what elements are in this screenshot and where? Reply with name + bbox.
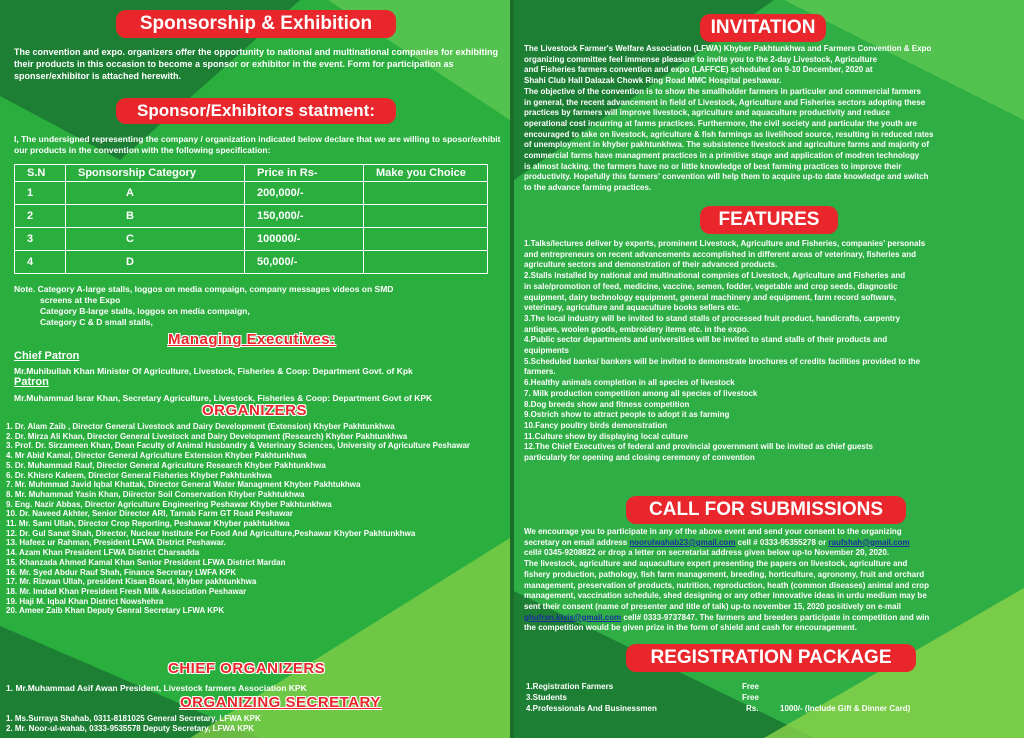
right-panel [514,0,1024,738]
list-item: 4.Public sector departments and universities will be invited to stand stalls of their products and [524,335,888,345]
text-line: organizing committee feel immense pleasure to invite you to the 2-day Livestock, Agriculture [524,54,878,64]
table-row [15,182,488,205]
table-cell: A [66,182,245,205]
registration-label: 3.Students [526,693,567,702]
registration-row [526,682,1016,693]
list-item: 7. Milk production competition among all species of livestock [524,388,758,398]
statement-banner: Sponsor/Exhibitors statment: [116,98,396,124]
text-fragment: secretary on email address [524,537,630,547]
text-line [524,613,1020,624]
note-line: screens at the Expo [40,295,121,305]
list-item: 3.The local industry will be invited to stand stalls of processed fruit product, handicrafts, carpentry [524,313,901,323]
list-item: 18. Mr. Imdad Khan President Fresh Milk Association Peshawar [6,586,247,596]
list-item: 13. Hafeez ur Rahman, President LFWA District Peshawar. [6,538,226,548]
list-item: 11. Mr. Sami Ullah, Director Crop Reporting, Peshawar Khyber pakhtukhwa [6,519,290,529]
table-cell: 2 [15,205,66,228]
email-link[interactable]: ghufran.kivis@gmail.com [524,612,622,622]
list-item: 5.Scheduled banks/ bankers will be invited to demonstrate brochures of credits facilities provided to the [524,356,921,366]
invitation-text [524,44,1020,194]
registration-row [526,704,1016,715]
text-fragment: cell# 0333-9737847. The farmers and breeders participate in competition and win [621,612,930,622]
table-cell: C [66,228,245,251]
list-item: 8.Dog breeds show and fitness competition [524,399,690,409]
call-for-submissions-banner: CALL FOR SUBMISSIONS [626,496,906,524]
chief-patron: Mr.Muhibullah Khan Minister Of Agriculture, Livestock, Fisheries & Coop: Department Govt. of Kpk [14,366,413,376]
text-line: fishery production, pathology, fish farm management, breeding, horticulture, agronomy, fruit and orchard [524,569,925,579]
sponsorship-banner: Sponsorship & Exhibition [116,10,396,38]
text-line [524,538,1020,549]
list-item: 12. Dr. Gul Sanat Shah, Director, Nuclear Institute For Food And Agriculture,Peshawar Khyber Pakhtunkhwa [6,528,416,538]
text-line: cell# 0345-9208822 or drop a letter on secretariat address given below up-to November 20, 2020. [524,548,890,558]
text-line: management, preservation of products, nutrition, reproduction, heath (common diseases) animal and crop [524,580,929,590]
text-line: in general, the recent advancement in field of Livestock, Agriculture and Fisheries sectors adopting these [524,97,926,107]
table-header: Make you Choice [364,165,488,182]
chief-patron-label: Chief Patron [14,350,80,362]
text-line: management, vaccination schedule, shed designing or any other innovative ideas in urdu medium may be [524,591,927,601]
list-item: 17. Mr. Rizwan Ullah, president Kisan Board, khyber pakhtunkhwa [6,577,257,587]
list-item: 5. Dr. Muhammad Rauf, Director General Agriculture Research Khyber Pakhtunkhwa [6,460,326,470]
list-item: antiques, woolen goods, embroidery items etc. in the expo. [524,324,749,334]
list-item: in sale/promotion of feed, medicine, vaccine, semen, fodder, vegetable and crop seeds, diagnostic [524,281,898,291]
text-line: The livestock, agriculture and aquaculture expert presenting the papers on livestock, agriculture and [524,559,908,569]
text-line: is almost lacking. the farmers have no or little knowledge of best farming practices to improve their [524,161,902,171]
text-line: of unemployment in khyber pakhtunkhwa. The subsistence livestock and agriculture farms and majority of [524,140,929,150]
organizers-list [6,422,506,616]
patron: Mr.Muhammad Israr Khan, Secretary Agriculture, Livestock, Fisheries & Coop: Department Govt of KPK [14,393,433,403]
organizing-secretary-heading: ORGANIZING SECRETARY [180,694,381,711]
list-item: 19. Haji M. Iqbal Khan District Nowshehra [6,596,164,606]
text-line: operational cost incurring at farms practices. Furthermore, the civil society and particular the youth are [524,118,917,128]
text-line: sent their consent (name of presenter and title of talk) up-to november 15, 2020 positively on e-mail [524,601,901,611]
organizers-heading: ORGANIZERS [202,402,308,419]
list-item: 9.Ostrich show to attract people to adopt it as farming [524,410,730,420]
text-line: the competition would be given prize in the form of shield and cash for encouragement. [524,623,857,633]
list-item: 2. Dr. Mirza Ali Khan, Director General Livestock and Dairy Development (Research) Khyber Pakhtunkhwa [6,431,408,441]
note-line: Category B-large stalls, loggos on media compaign, [40,306,250,316]
list-item: 7. Mr. Muhmmad Javid Iqbal Khattak, Director General Water Managment Khyber Pakhtukhwa [6,480,361,490]
choice-cell[interactable] [364,182,488,205]
list-item: 9. Eng. Nazir Abbas, Director Agriculture Engineering Peshawar Khyber Pakhtunkhwa [6,499,332,509]
table-cell: 1 [15,182,66,205]
chief-organizers-heading: CHIEF ORGANIZERS [168,660,326,677]
table-cell: D [66,251,245,274]
registration-fee: 1000/- (Include Gift & Dinner Card) [780,704,911,713]
table-cell: 3 [15,228,66,251]
list-item: 3. Prof. Dr. Sirzameen Khan, Dean Faculty of Animal Husbandry & Veterinary Sciences, University of Agriculture Peshawar [6,441,470,451]
table-header-row [15,165,488,182]
text-line: practices by farmers will improve livestock, agriculture and aquaculture productivity and reduce [524,108,890,118]
registration-currency: Rs. [746,704,759,713]
call-for-submissions-text [524,527,1020,634]
list-item: agriculture sectors and demonstration of their advanced products. [524,260,778,270]
list-item: 2. Mr. Noor-ul-wahab, 0333-9535578 Deputy Secretary, LFWA KPK [6,724,255,733]
text-line: The objective of the convention is to show the smallholder farmers in particuler and commercial farmers [524,86,921,96]
text-line: and Fisheries farmers convention and expo (LAFFCE) scheduled on 9-10 December, 2020 at [524,65,873,75]
list-item: 20. Ameer Zaib Khan Deputy Genral Secretary LFWA KPK [6,606,225,616]
note-line: Note. Category A-large stalls, loggos on media compaign, company messages videos on SMD [14,284,394,294]
organizing-secretary-list [6,714,506,734]
registration-label: 1.Registration Farmers [526,682,614,691]
email-link[interactable]: raufshah@gmail.com [828,537,910,547]
list-item: veterinary, agriculture and aquaculture books sellers etc. [524,303,741,313]
left-panel [0,0,510,738]
list-item: 15. Khanzada Ahmed Kamal Khan Senior President LFWA District Mardan [6,557,286,567]
sponsorship-table [14,164,488,274]
table-row [15,228,488,251]
list-item: 12.The Chief Executives of federal and provincial government will be invited as chief guests [524,442,873,452]
list-item: 10. Dr. Naveed Akhter, Senior Director ARI, Tarnab Farm GT Road Peshawar [6,509,293,519]
table-cell: 50,000/- [245,251,364,274]
managing-executives-heading: Managing Executives: [168,331,336,348]
list-item: 4. Mr Abid Kamal, Director General Agriculture Extension Khyber Pakhtunkhwa [6,451,307,461]
choice-cell[interactable] [364,251,488,274]
table-cell: 4 [15,251,66,274]
invitation-banner: INVITATION [700,14,826,42]
table-cell: 150,000/- [245,205,364,228]
text-line: productivity. Hopefully this farmers' convention will help them to acquire up-to date knowledge and switch [524,172,929,182]
list-item: 1.Talks/lectures deliver by experts, prominent Livestock, Agriculture and Fisheries, companies' personals [524,239,926,248]
registration-fee: Free [742,682,759,691]
sponsorship-text: The convention and expo. organizers offer the opportunity to national and multinational companies for exhibiting their products in this occasion to become a sponsor or exhibitor in the event. Form for participation as sponser/exhibitor is attached herewith. [14,47,499,81]
table-header: Price in Rs- [245,165,364,182]
category-note [14,284,508,328]
table-row [15,205,488,228]
list-item: 6.Healthy animals completion in all species of livestock [524,378,735,388]
features-list [524,239,1020,464]
email-link[interactable]: noorulwahab23@gmail.com [629,537,736,547]
list-item: equipment, dairy technology equipment, general machinery and equipment, farm record software, [524,292,897,302]
table-row [15,251,488,274]
list-item: 16. Mr. Syed Abdur Rauf Shah, Finance Secretary LWFA KPK [6,567,237,577]
list-item: 6. Dr. Khisro Kaleem, Director General Fisheries Khyber Pakhtunkhwa [6,470,272,480]
choice-cell[interactable] [364,205,488,228]
choice-cell[interactable] [364,228,488,251]
registration-label: 4.Professionals And Businessmen [526,704,657,713]
note-line: Category C & D small stalls, [40,317,153,327]
registration-banner: REGISTRATION PACKAGE [626,644,916,672]
list-item: farmers. [524,367,556,377]
list-item: 8. Mr. Muhammad Yasin Khan, Diirector Soil Conservation Khyber Pakhtukhwa [6,489,305,499]
registration-row [526,693,1016,704]
table-cell: B [66,205,245,228]
list-item: 11.Culture show by displaying local culture [524,431,689,441]
list-item: and entrepreneurs on recent advancements accomplished in different areas of veterinary, fisheries and [524,249,916,259]
text-fragment: cell # 0333-95355278 or [735,537,829,547]
patron-label: Patron [14,376,49,388]
text-line: to the advance farming practices. [524,183,652,193]
list-item: 1. Ms.Surraya Shahab, 0311-8181025 General Secretary, LFWA KPK [6,714,261,723]
chief-organizer: 1. Mr.Muhammad Asif Awan President, Livestock farmers Association KPK [6,683,307,693]
list-item: 2.Stalls installed by national and multinational compnies of Livestock, Agriculture and Fisheries and [524,271,906,281]
list-item: equipments [524,346,569,356]
text-line: encouraged to take on livestock, agriculture & fish farmings as livelihood source, resulting in reduced rates [524,129,934,139]
table-header: Sponsorship Category [66,165,245,182]
text-line: The Livestock Farmer's Welfare Association (LFWA) Khyber Pakhtunkhwa and Farmers Convention & Expo [524,44,932,53]
features-banner: FEATURES [700,206,838,234]
table-cell: 100000/- [245,228,364,251]
text-line: Shahi Club Hall Dalazak Chowk Ring Road MMC Hospital peshawar. [524,76,782,86]
list-item: particularly for opening and closing ceremony of convention [524,453,755,463]
list-item: 1. Dr. Alam Zaib , Director General Livestock and Dairy Development (Extension) Khyber Pakhtunkhwa [6,422,395,431]
list-item: 10.Fancy poultry birds demonstration [524,420,668,430]
text-line: We encourage you to participate in any of the above event and send your consent to the organizing [524,527,902,536]
registration-fee: Free [742,693,759,702]
statement-text: I, The undersigned representing the company / organization indicated below declare that we are willing to sposor/exhibit our products in the convention with the following specification: [14,134,501,155]
text-line: commercial farms have managment practices in a primitive stage and application of modren technology [524,151,920,161]
list-item: 14. Azam Khan President LFWA District Charsadda [6,548,200,558]
table-header: S.N [15,165,66,182]
table-cell: 200,000/- [245,182,364,205]
